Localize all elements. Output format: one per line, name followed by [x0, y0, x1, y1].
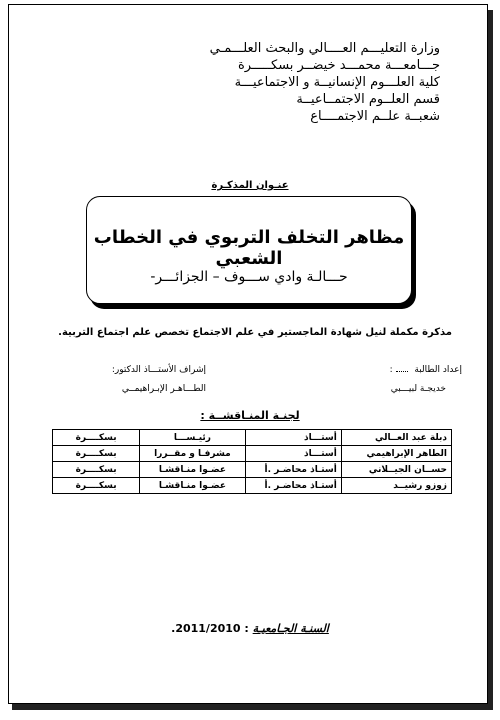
institution-header: [80, 40, 440, 125]
section-line: شعبــة علــم الاجتمــــاع: [310, 109, 440, 124]
department-line: قسم العلــوم الاجتمــاعيــة: [296, 92, 440, 107]
academic-year: [0, 622, 500, 635]
member-rank: أستـاذ محاضـر .أ: [245, 478, 341, 494]
member-university: بسكــــرة: [53, 446, 140, 462]
member-rank: أستـاذ محاضـر .أ: [245, 462, 341, 478]
member-university: بسكــــرة: [53, 430, 140, 446]
member-name: الطاهر الإبراهيمي: [341, 446, 451, 462]
member-name: حســان الجيــلاني: [341, 462, 451, 478]
committee-title: لجنـة المنـاقشــة :: [200, 409, 300, 422]
table-row: [53, 446, 452, 462]
member-university: بسكــــرة: [53, 478, 140, 494]
memo-description: مذكرة مكملة لنيل شهادة الماجستير في علم الاجتماع تخصص علم اجتماع التربية.: [58, 327, 452, 338]
academic-year-value: : 2011/2010.: [171, 622, 249, 635]
member-role: عضـوا منـاقشـا: [140, 462, 245, 478]
table-row: [53, 462, 452, 478]
prepared-by-label: [390, 365, 462, 375]
member-role: رئيـســـا: [140, 430, 245, 446]
faculty-line: كلية العلـــوم الإنسانيــة و الاجتماعيـــة: [234, 75, 440, 90]
academic-year-label: السنـة الجـامعيـة: [252, 622, 329, 635]
ministry-line: وزارة التعليـــم العــــالي والبحث العلـــمـي: [209, 41, 440, 56]
title-box: [86, 196, 412, 304]
member-role: مشرفـا و مقــررا: [140, 446, 245, 462]
member-rank: أستـــاذ: [245, 446, 341, 462]
prepared-by-text: إعداد الطالبة: [414, 365, 462, 375]
supervisor-name: الطـــاهـر الإبـراهيمــي: [121, 384, 206, 394]
student-name: خديجـة لبيـــبي: [390, 384, 446, 394]
supervisor-label: إشراف الأستـــاذ الدكتور:: [111, 365, 206, 375]
prepared-by-colon: :: [389, 365, 393, 375]
title-label: عنـوان المذكـرة: [211, 180, 289, 191]
dotted-leader: [396, 371, 408, 372]
university-line: جـــامعـــة محمـــد خيضــر بسكـــــرة: [237, 58, 440, 73]
member-rank: أستـــاذ: [245, 430, 341, 446]
page-shadow: [12, 704, 490, 710]
table-row: [53, 430, 452, 446]
member-name: دبلة عبد العــالي: [341, 430, 451, 446]
main-title: مظاهر التخلف التربوي في الخطاب الشعبي: [93, 227, 405, 269]
member-role: عضـوا منـاقشـا: [140, 478, 245, 494]
subtitle: حـــالـة وادي ســـوف – الجزائـــر-: [150, 269, 348, 285]
member-university: بسكــــرة: [53, 462, 140, 478]
member-name: زوزو رشيــد: [341, 478, 451, 494]
committee-table: [52, 429, 452, 494]
table-row: [53, 478, 452, 494]
